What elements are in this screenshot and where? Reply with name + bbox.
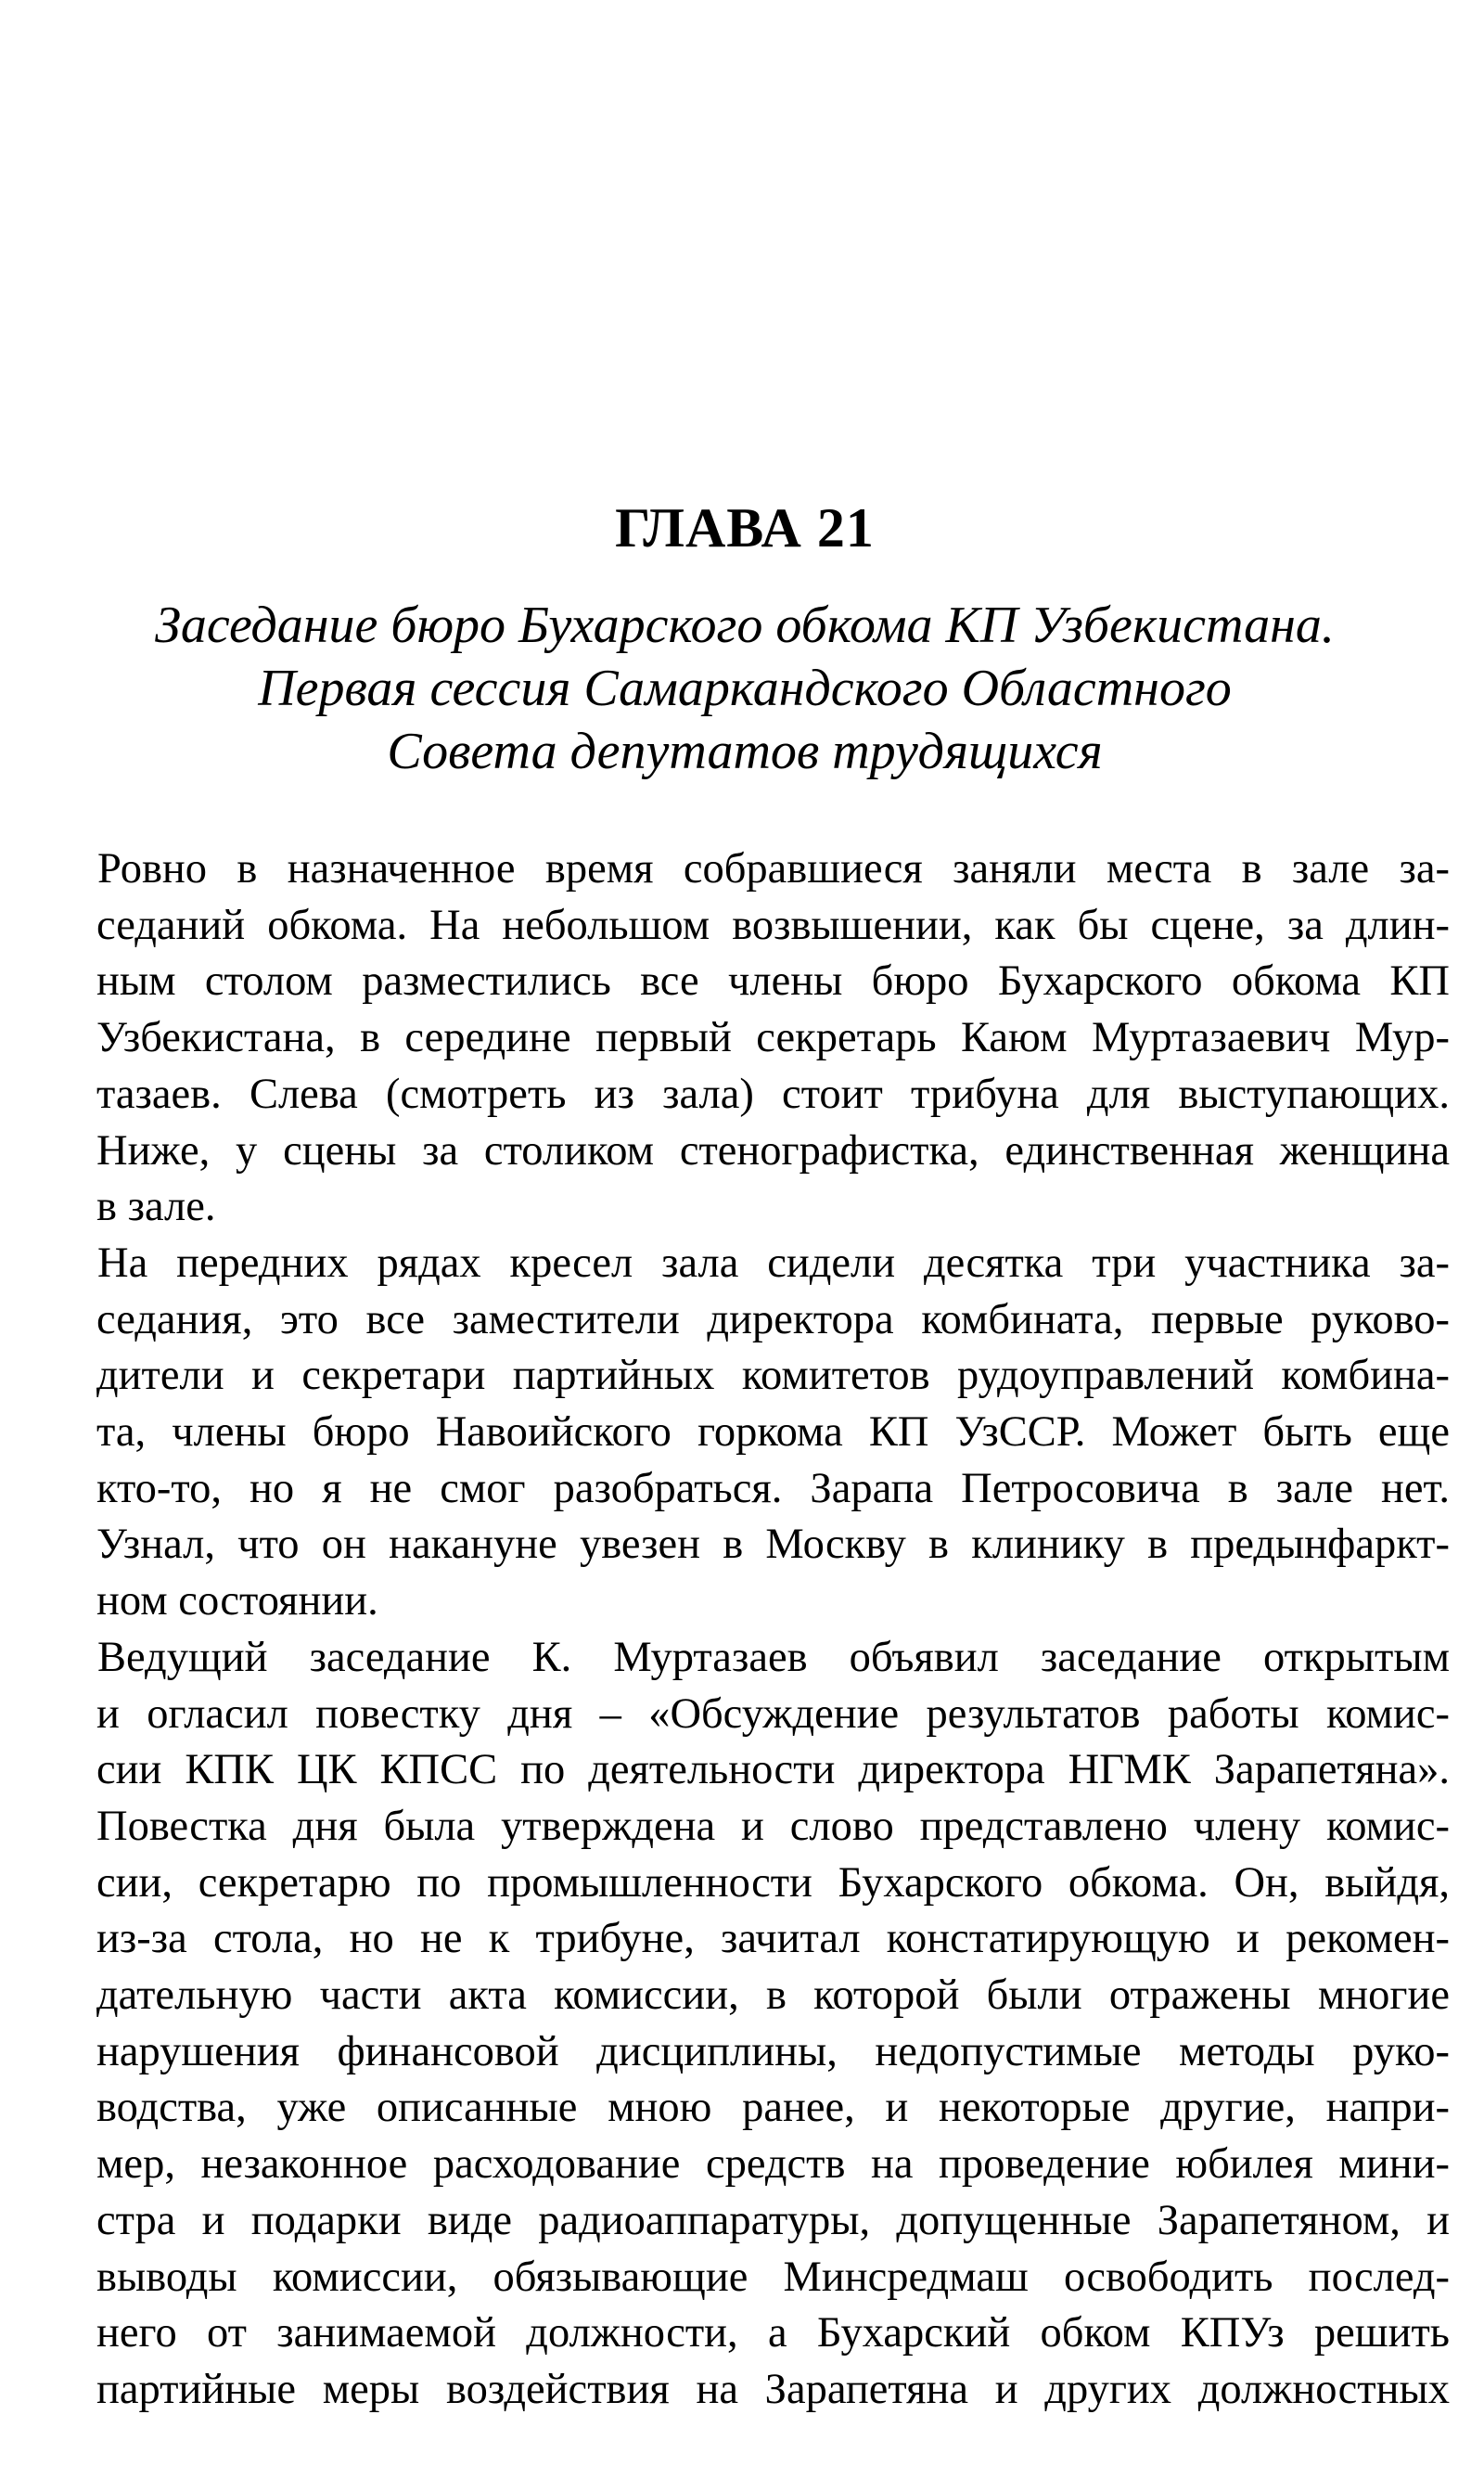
- text-line: Ведущий заседание К. Муртазаев объявил заседание открытым: [97, 1633, 1450, 1681]
- body-text: [96, 841, 1450, 2419]
- chapter-subtitle-line: Совета депутатов трудящихся: [387, 723, 1103, 780]
- paragraph: [96, 1236, 1450, 1630]
- text-line: него от занимаемой должности, а Бухарский обком КПУз решить: [96, 2309, 1450, 2357]
- text-line: водства, уже описанные мною ранее, и некоторые другие, напри-: [96, 2084, 1450, 2132]
- text-line: Узбекистана, в середине первый секретарь Каюм Муртазаевич Мур-: [96, 1014, 1450, 1062]
- text-line: та, члены бюро Навоийского горкома КП УзССР. Может быть еще: [96, 1408, 1450, 1457]
- text-line: дательную части акта комиссии, в которой были отражены многие: [96, 1972, 1450, 2020]
- text-line: Узнал, что он накануне увезен в Москву в клинику в предынфаркт-: [96, 1521, 1450, 1569]
- chapter-title: ГЛАВА 21: [615, 497, 875, 559]
- chapter-subtitle-line: Заседание бюро Бухарского обкома КП Узбекистана.: [155, 597, 1335, 654]
- text-line: кто-то, но я не смог разобраться. Зарапа Петросовича в зале нет.: [96, 1464, 1450, 1512]
- paragraph: [96, 841, 1450, 1236]
- text-line: стра и подарки виде радиоаппаратуры, допущенные Зарапетяном, и: [96, 2196, 1450, 2244]
- text-line: Ровно в назначенное время собравшиеся заняли места в зале за-: [97, 845, 1450, 893]
- text-line: седания, это все заместители директора комбината, первые руково-: [96, 1295, 1450, 1343]
- text-line: тазаев. Слева (смотреть из зала) стоит трибуна для выступающих.: [96, 1070, 1450, 1118]
- text-line: выводы комиссии, обязывающие Минсредмаш освободить послед-: [96, 2253, 1450, 2301]
- text-line: сии, секретарю по промышленности Бухарского обкома. Он, выйдя,: [96, 1858, 1450, 1907]
- paragraph: [96, 1630, 1450, 2419]
- text-line: На передних рядах кресел зала сидели десятка три участника за-: [97, 1239, 1450, 1287]
- chapter-subtitle-line: Первая сессия Самаркандского Областного: [258, 660, 1232, 717]
- text-line: из-за стола, но не к трибуне, зачитал констатирующую и рекомен-: [96, 1915, 1450, 1963]
- text-line: седаний обкома. На небольшом возвышении, как бы сцене, за длин-: [96, 901, 1450, 949]
- text-line: мер, незаконное расходование средств на проведение юбилея мини-: [96, 2140, 1450, 2189]
- text-line: ном состоянии.: [96, 1577, 378, 1625]
- text-line: в зале.: [96, 1183, 216, 1231]
- text-line: партийные меры воздействия на Зарапетяна и других должностных: [96, 2365, 1450, 2413]
- text-line: и огласил повестку дня – «Обсуждение результатов работы комис-: [96, 1689, 1450, 1738]
- text-line: ным столом разместились все члены бюро Бухарского обкома КП: [96, 957, 1450, 1006]
- text-line: нарушения финансовой дисциплины, недопустимые методы руко-: [96, 2027, 1450, 2075]
- text-line: Ниже, у сцены за столиком стенографистка, единственная женщина: [96, 1126, 1450, 1175]
- text-line: Повестка дня была утверждена и слово представлено члену комис-: [96, 1802, 1450, 1850]
- text-line: сии КПК ЦК КПСС по деятельности директора НГМК Зарапетяна».: [96, 1746, 1450, 1794]
- chapter-subtitle: [96, 594, 1394, 783]
- text-line: дители и секретари партийных комитетов рудоуправлений комбина-: [96, 1352, 1450, 1400]
